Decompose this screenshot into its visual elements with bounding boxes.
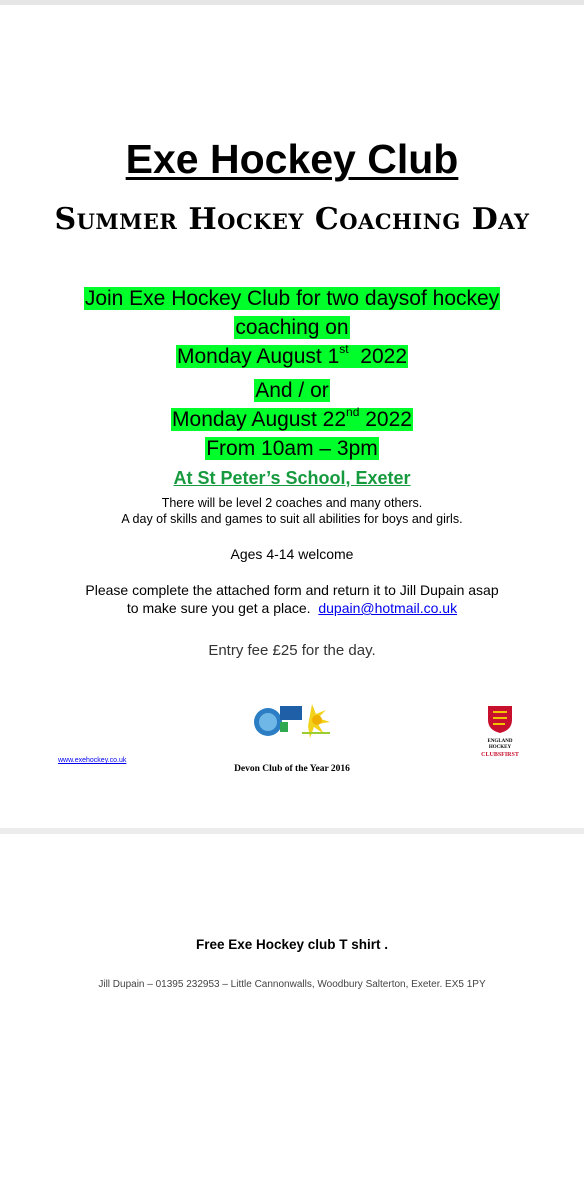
intro-line-2 [0,313,584,342]
date-2-year: 2022 [359,408,412,431]
page-divider [0,828,584,834]
form-instructions-2-text: to make sure you get a place. [126,600,319,616]
form-instructions-1: Please complete the attached form and return it to Jill Dupain asap [85,582,499,598]
date-2-main: Monday August 22 [172,408,347,431]
page-title: Exe Hockey Club [125,136,459,182]
intro-text-1: Join Exe Hockey Club for two daysof hockey [84,287,500,310]
date-1 [176,342,408,368]
date-2-line [0,405,584,434]
entry-fee: Entry fee £25 for the day. [208,642,376,659]
england-hockey-shield-icon [485,704,515,734]
form-instructions-2 [0,599,584,617]
date-1-line [0,342,584,371]
time-line [0,434,584,463]
top-bar [0,0,584,5]
and-or-line [0,376,584,405]
award-text: Devon Club of the Year 2016 [234,764,350,774]
date-2-suffix: nd [346,405,360,419]
free-tshirt-text: Free Exe Hockey club T shirt . [195,937,389,952]
england-label: ENGLAND [487,739,513,744]
contact-address: Jill Dupain – 01395 232953 – Little Cannonwalls, Woodbury Salterton, Exeter. EX5 1PY [98,979,486,990]
and-or-text: And / or [255,379,329,402]
date-1-main: Monday August 1 [176,345,340,368]
england-hockey-logo [480,704,520,764]
time-text: From 10am – 3pm [206,437,378,460]
intro-line-1 [0,284,584,313]
ages-text: Ages 4-14 welcome [230,546,354,562]
venue: At St Peter’s School, Exeter [173,468,411,488]
hockey-label: HOCKEY [488,745,512,750]
date-2 [171,405,413,431]
date-1-year: 2022 [348,345,407,368]
clubsfirst-label: CLUBSFIRST [481,752,519,758]
devon-sports-awards-logo [250,700,334,740]
email-link[interactable]: dupain@hotmail.co.uk [318,600,458,616]
skills-text: A day of skills and games to suit all abilities for boys and girls. [121,512,463,526]
date-1-suffix: st [339,342,349,356]
page-subtitle: Summer Hockey Coaching Day [54,202,530,237]
website-link[interactable]: www.exehockey.co.uk [58,757,127,764]
coaches-text: There will be level 2 coaches and many others. [161,496,423,510]
intro-text-2: coaching on [235,316,349,339]
